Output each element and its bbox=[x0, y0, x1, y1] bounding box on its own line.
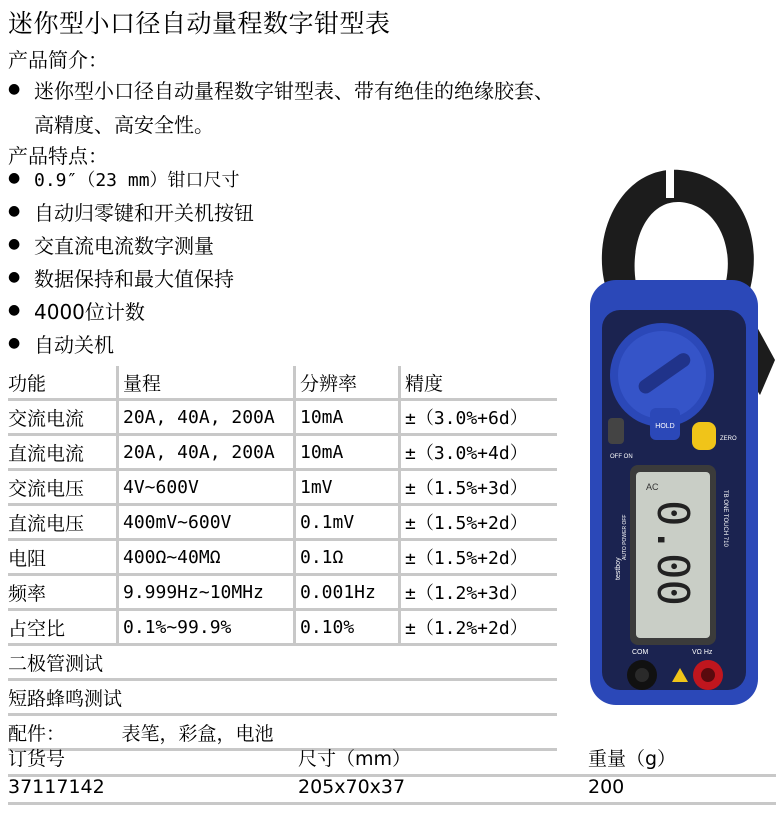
feature-text: 自动关机 bbox=[34, 333, 114, 357]
header-cell: 精度 bbox=[400, 366, 558, 400]
brand-label: testboy bbox=[615, 557, 622, 580]
accuracy-cell: ±（1.5%+3d） bbox=[400, 470, 558, 505]
resolution-cell: 10mA bbox=[295, 400, 400, 435]
feature-text: 自动归零键和开关机按钮 bbox=[34, 201, 254, 225]
order-number-header: 订货号 bbox=[8, 748, 66, 770]
lcd-reading: 0.00 bbox=[647, 500, 698, 606]
function-cell: 电阻 bbox=[8, 540, 118, 575]
weight-header: 重量（g） bbox=[588, 748, 677, 770]
order-value-row bbox=[8, 776, 776, 805]
accessories-label: 配件： bbox=[8, 715, 118, 750]
off-on-label: OFF ON bbox=[610, 454, 633, 460]
table-row bbox=[8, 435, 557, 470]
table-row bbox=[8, 540, 557, 575]
range-cell: 400Ω~40MΩ bbox=[118, 540, 295, 575]
function-cell: 交流电压 bbox=[8, 470, 118, 505]
resolution-cell: 1mV bbox=[295, 470, 400, 505]
auto-off-label: AUTO POWER OFF bbox=[622, 514, 628, 560]
bullet-icon: ● bbox=[8, 269, 21, 285]
bullet-icon: ● bbox=[8, 302, 21, 318]
feature-item bbox=[8, 230, 254, 263]
table-row bbox=[8, 470, 557, 505]
spec-header-row bbox=[8, 366, 557, 400]
size-header: 尺寸（mm） bbox=[298, 748, 412, 770]
range-cell: 400mV~600V bbox=[118, 505, 295, 540]
intro-text bbox=[8, 74, 554, 142]
function-cell: 直流电流 bbox=[8, 435, 118, 470]
zero-label: ZERO bbox=[720, 436, 737, 442]
range-cell: 20A, 40A, 200A bbox=[118, 435, 295, 470]
diode-test-cell: 二极管测试 bbox=[8, 645, 557, 680]
order-number-value: 37117142 bbox=[8, 776, 105, 798]
intro-line-1: 迷你型小口径自动量程数字钳型表、带有绝佳的绝缘胶套、 bbox=[34, 79, 554, 103]
feature-item bbox=[8, 263, 254, 296]
feature-item bbox=[8, 164, 254, 197]
feature-text: 0.9″（23 mm）钳口尺寸 bbox=[34, 170, 240, 191]
feature-item bbox=[8, 296, 254, 329]
bullet-icon: ● bbox=[8, 170, 21, 186]
range-cell: 0.1%~99.9% bbox=[118, 610, 295, 645]
feature-text: 4000位计数 bbox=[34, 300, 145, 324]
features-list bbox=[8, 164, 254, 362]
com-label: COM bbox=[632, 649, 649, 656]
feature-text: 交直流电流数字测量 bbox=[34, 234, 214, 258]
resolution-cell: 10mA bbox=[295, 435, 400, 470]
function-cell: 占空比 bbox=[8, 610, 118, 645]
spec-table bbox=[8, 366, 557, 751]
bullet-icon: ● bbox=[8, 203, 21, 219]
accessories-value: 表笔，彩盒，电池 bbox=[118, 715, 558, 750]
table-row bbox=[8, 505, 557, 540]
function-cell: 直流电压 bbox=[8, 505, 118, 540]
size-value: 205x70x37 bbox=[298, 776, 406, 798]
hold-label: HOLD bbox=[655, 423, 675, 430]
bullet-icon: ● bbox=[8, 335, 21, 351]
feature-item bbox=[8, 329, 254, 362]
weight-value: 200 bbox=[588, 776, 625, 798]
table-row bbox=[8, 645, 557, 680]
table-row bbox=[8, 610, 557, 645]
range-cell: 20A, 40A, 200A bbox=[118, 400, 295, 435]
feature-item bbox=[8, 197, 254, 230]
power-button bbox=[608, 418, 624, 444]
header-cell: 分辨率 bbox=[295, 366, 400, 400]
intro-heading: 产品简介： bbox=[8, 48, 108, 72]
accuracy-cell: ±（3.0%+6d） bbox=[400, 400, 558, 435]
bullet-icon: ● bbox=[8, 236, 21, 252]
continuity-test-cell: 短路蜂鸣测试 bbox=[8, 680, 557, 715]
resolution-cell: 0.001Hz bbox=[295, 575, 400, 610]
features-heading: 产品特点： bbox=[8, 144, 108, 168]
accuracy-cell: ±（1.5%+2d） bbox=[400, 505, 558, 540]
model-label: TB ONE TOUCH 710 bbox=[722, 490, 728, 547]
zero-button bbox=[692, 422, 716, 450]
header-cell: 功能 bbox=[8, 366, 118, 400]
order-header-row bbox=[8, 744, 776, 777]
accuracy-cell: ±（1.5%+2d） bbox=[400, 540, 558, 575]
lcd-mode: AC bbox=[646, 482, 659, 492]
page-title: 迷你型小口径自动量程数字钳型表 bbox=[8, 9, 391, 38]
function-cell: 频率 bbox=[8, 575, 118, 610]
resolution-cell: 0.1mV bbox=[295, 505, 400, 540]
feature-text: 数据保持和最大值保持 bbox=[34, 267, 234, 291]
accuracy-cell: ±（1.2%+3d） bbox=[400, 575, 558, 610]
range-cell: 9.999Hz~10MHz bbox=[118, 575, 295, 610]
table-row bbox=[8, 400, 557, 435]
table-row bbox=[8, 680, 557, 715]
accuracy-cell: ±（1.2%+2d） bbox=[400, 610, 558, 645]
function-cell: 交流电流 bbox=[8, 400, 118, 435]
resolution-cell: 0.1Ω bbox=[295, 540, 400, 575]
clamp-meter-image bbox=[580, 160, 780, 710]
table-row bbox=[8, 575, 557, 610]
resolution-cell: 0.10% bbox=[295, 610, 400, 645]
accuracy-cell: ±（3.0%+4d） bbox=[400, 435, 558, 470]
vohm-label: VΩ Hz bbox=[692, 649, 713, 656]
header-cell: 量程 bbox=[118, 366, 295, 400]
range-cell: 4V~600V bbox=[118, 470, 295, 505]
bullet-icon: ● bbox=[8, 81, 21, 97]
intro-line-2: 高精度、高安全性。 bbox=[34, 113, 214, 137]
